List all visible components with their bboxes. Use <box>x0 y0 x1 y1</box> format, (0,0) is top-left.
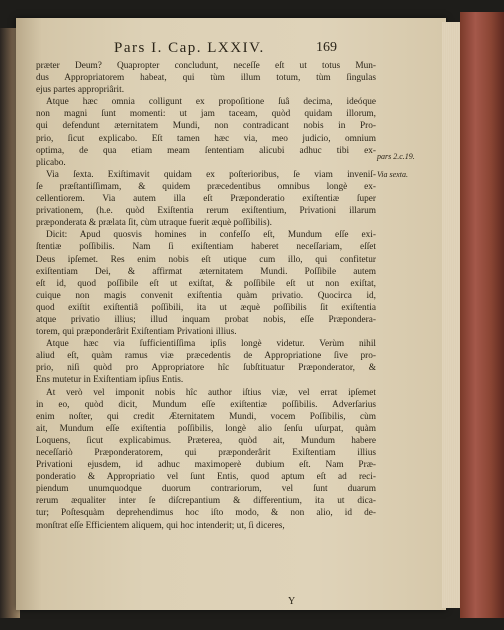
text-line: cuique non magis convenit exiſtentia quàm privatio. Quocirca id, <box>36 290 376 301</box>
page-body-text <box>36 60 376 532</box>
text-line: exiſtentiam Dei, & affirmat æternitatem Mundi. Poſſibile autem <box>36 266 376 277</box>
text-line: At verò vel imponit nobis hîc author iſtius viæ, vel errat ipſemet <box>46 387 376 398</box>
text-line: prӕter Deum? Quapropter concludunt, neceſſe eſt ut totus Mun- <box>36 61 376 71</box>
text-line: præponderata & prælata ſit, cùm utraque fuerit æquè poſſibilis). <box>36 218 272 229</box>
text-line: Loquens, ſicut explicabimus. Præterea, quòd ait, Mundum habere <box>36 435 376 446</box>
text-line: Atque hæc omnia colligunt ex propoſitione ſuâ decima, ideóque <box>46 97 376 108</box>
text-line: ſe præſtantiſſimam, & quidem præcedentibus omnibus longè ex- <box>36 181 376 192</box>
text-line: piendum unumquodque duorum contrariorum, vel ſunt duarum <box>36 484 376 495</box>
page-number: 169 <box>316 40 337 55</box>
text-line: plicabo. <box>36 157 66 168</box>
text-line: in eo, quòd dicit, Mundum eſſe exiſtentiæ poſſibilis. Adverſarius <box>36 399 376 410</box>
running-head: Pars I. Cap. LXXIV. <box>114 40 265 56</box>
text-line: neceſſariò Præponderatorem, qui præponderârit Exiſtentiam illius <box>36 448 376 458</box>
text-line: non magni ſunt momenti: ut jam taceam, quòd quidam illorum, <box>36 109 376 120</box>
text-line: dus Appropriatorem habeat, qui tùm illum totum, tùm ſingulas <box>36 73 376 84</box>
text-line: ait, Mundum eſſe exiſtentia poſſibilis, longè alio ſenſu uſurpat, quàm <box>36 423 376 434</box>
text-line: Atque hæc via ſufficientiſſima ipſis longè videtur. Verùm nihil <box>46 339 376 350</box>
text-line: privationem, (h.e. quòd Exiſtentia rerum exiſtentium, Privationi illarum <box>36 206 376 217</box>
text-line: Via ſexta. Exiſtimavit quidam ex poſterioribus, ſe viam inveniſ- <box>46 169 376 180</box>
text-line: prio, ſicut explicabo. Eſt tamen hæc via, meo judicio, omnium <box>36 133 376 144</box>
text-line: Ens mutetur in Exiſtentiam ipſius Entis. <box>36 375 184 386</box>
text-line: rerum æqualiter inter ſe diſcrepantium & differentium, ita ut dica- <box>36 496 376 507</box>
book-cover-edge <box>460 12 504 618</box>
text-line: atque privatio illius; illud inquam probat nobis, eſſe Præpondera- <box>36 314 376 325</box>
text-line: ſtentiæ poſſibilis. Nam ſi exiſtentiam haberet neceſſariam, eſſet <box>36 242 376 253</box>
text-line: cellentiorem. Via autem illa eſt Præponderatio exiſtentiæ ſuper <box>36 194 376 205</box>
text-line: tur; Poſtesquàm deprehendimus hoc iſto modo, & non alio, id de- <box>36 508 376 519</box>
text-line: enim noſter, qui credit Æternitatem Mundi, vocem Poſſibilis, cùm <box>36 411 376 422</box>
text-line: eſt id, quod poſſibile eſt ut exiſtat, & poſſibile eſt ut non exiſtat, <box>36 278 376 289</box>
book-page <box>16 18 446 610</box>
text-line: monſtrat eſſe Efficientem aliquem, qui hoc intenderit; ut, ſi diceres, <box>36 520 285 531</box>
text-line: Privationi ejusdem, id adhuc maximoperè dubium eſt. Nam Præ- <box>36 460 376 471</box>
text-line: optima, de qua etiam meam ſententiam alicubi adhuc tibi ex- <box>36 145 376 156</box>
text-line: torem, qui præponderârit Exiſtentiam Privationi illius. <box>36 327 237 338</box>
text-line: ejus partes appropriârit. <box>36 85 125 96</box>
margin-note-via-sexta: Via sexta. <box>377 170 408 179</box>
text-line: Dicit: Apud quosvis homines in confeſſo eſt, Mundum eſſe exi- <box>46 230 376 241</box>
text-line: aliud eſt, quàm ramus viæ præcedentis de Appropriatione ſive pro- <box>36 351 376 362</box>
text-line: prio, niſi quòd pro Appropriatore hîc ſubſtituatur Præponderator, & <box>36 363 376 374</box>
page-block-edges <box>442 22 462 608</box>
text-line: quod exiſtit exiſtentiâ poſſibili, ita ut æquè poſſibilis ſit exiſtentia <box>36 302 376 313</box>
margin-note-reference: pars 2.c.19. <box>377 152 415 161</box>
text-line: Deus ipſemet. Res enim nobis eſt utique cum illo, qui confitetur <box>36 254 376 265</box>
text-line: ponderatio & Appropriatio vel ſunt Entis, quod aptum eſt ad reci- <box>36 472 376 483</box>
signature-mark: Y <box>288 596 296 607</box>
text-line: qui defendunt æternitatem Mundi, non contradicant nobis in Pro- <box>36 121 376 132</box>
